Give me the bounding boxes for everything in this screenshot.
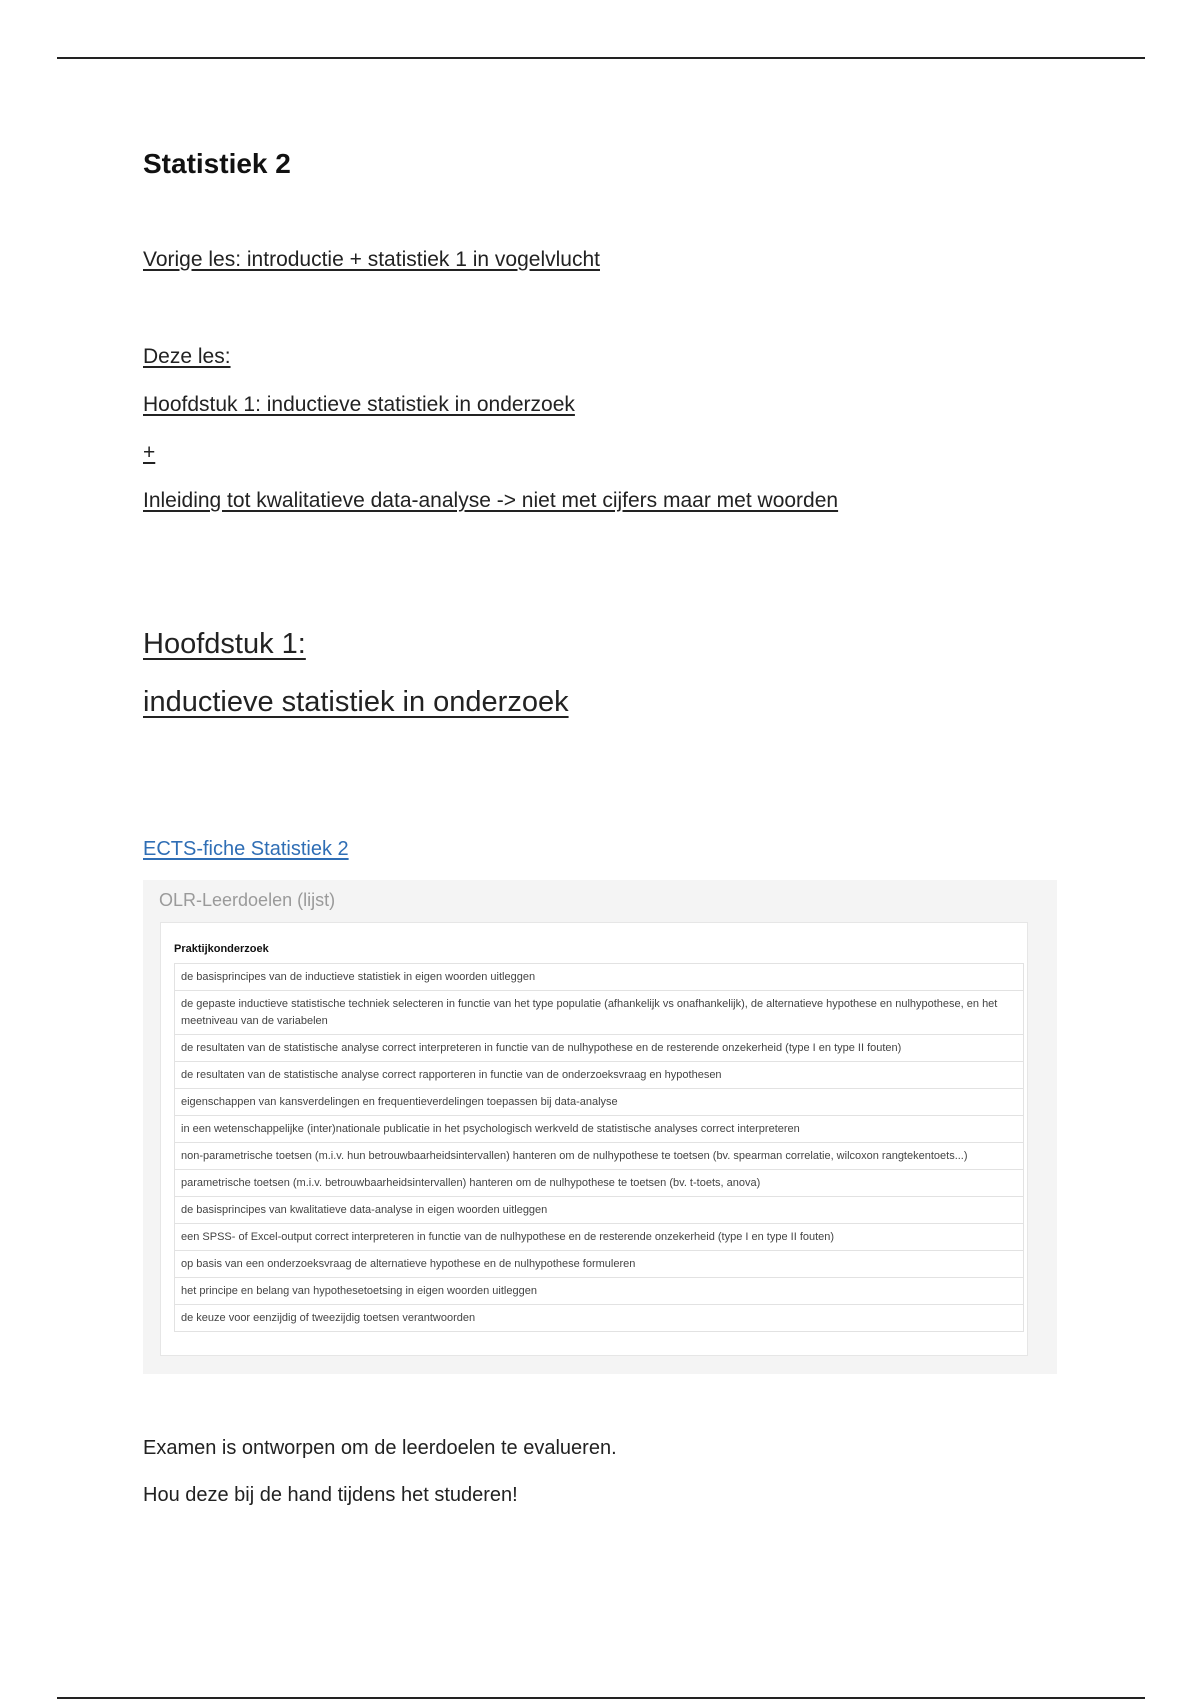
list-item: op basis van een onderzoeksvraag de alternatieve hypothese en de nulhypothese formuleren	[174, 1250, 1024, 1277]
list-item: eigenschappen van kansverdelingen en frequentieverdelingen toepassen bij data-analyse	[174, 1088, 1024, 1115]
section-header: Praktijkonderzoek	[174, 943, 269, 955]
list-item: in een wetenschappelijke (inter)nationale publicatie in het psychologisch werkveld de statistische analyses correct interpreteren	[174, 1115, 1024, 1142]
list-item: de resultaten van de statistische analyse correct interpreteren in functie van de nulhypothese en de resterende onzekerheid (type I en type II fouten)	[174, 1034, 1024, 1061]
plus-line: +	[143, 441, 156, 464]
this-lesson-label: Deze les:	[143, 345, 231, 368]
list-item: een SPSS- of Excel-output correct interpreteren in functie van de nulhypothese en de resterende onzekerheid (type I en type II fouten)	[174, 1223, 1024, 1250]
ects-link[interactable]: ECTS-fiche Statistiek 2	[143, 838, 349, 860]
list-item: de resultaten van de statistische analyse correct rapporteren in functie van de onderzoeksvraag en hypothesen	[174, 1061, 1024, 1088]
document-title: Statistiek 2	[143, 148, 291, 179]
keep-line: Hou deze bij de hand tijdens het studeren!	[143, 1484, 518, 1506]
list-item: de basisprincipes van kwalitatieve data-analyse in eigen woorden uitleggen	[174, 1196, 1024, 1223]
list-item: non-parametrische toetsen (m.i.v. hun betrouwbaarheidsintervallen) hanteren om de nulhypothese te toetsen (bv. spearman correlatie, wilcoxon rangtekentoets...)	[174, 1142, 1024, 1169]
chapter-line: Hoofdstuk 1: inductieve statistiek in onderzoek	[143, 393, 575, 416]
page-bottom-rule	[57, 1697, 1145, 1699]
previous-lesson-line: Vorige les: introductie + statistiek 1 in vogelvlucht	[143, 248, 600, 271]
goals-list	[174, 963, 1024, 1332]
intro-line: Inleiding tot kwalitatieve data-analyse -> niet met cijfers maar met woorden	[143, 489, 839, 512]
chapter-heading-line2: inductieve statistiek in onderzoek	[143, 686, 569, 718]
list-item: parametrische toetsen (m.i.v. betrouwbaarheidsintervallen) hanteren om de nulhypothese te toetsen (bv. t-toets, anova)	[174, 1169, 1024, 1196]
panel-title: OLR-Leerdoelen (lijst)	[159, 890, 336, 910]
list-item: de gepaste inductieve statistische techniek selecteren in functie van het type populatie (afhankelijk vs onafhankelijk), de alternatieve hypothese en nulhypothese, en het meetniveau van de variabelen	[174, 990, 1024, 1034]
learning-goals-screenshot	[143, 880, 1057, 1374]
exam-line: Examen is ontworpen om de leerdoelen te evalueren.	[143, 1437, 617, 1459]
learning-goals-card	[160, 922, 1028, 1356]
list-item: de keuze voor eenzijdig of tweezijdig toetsen verantwoorden	[174, 1304, 1024, 1332]
page-top-rule	[57, 57, 1145, 59]
chapter-heading-line1: Hoofdstuk 1:	[143, 628, 306, 660]
list-item: de basisprincipes van de inductieve statistiek in eigen woorden uitleggen	[174, 963, 1024, 990]
list-item: het principe en belang van hypothesetoetsing in eigen woorden uitleggen	[174, 1277, 1024, 1304]
